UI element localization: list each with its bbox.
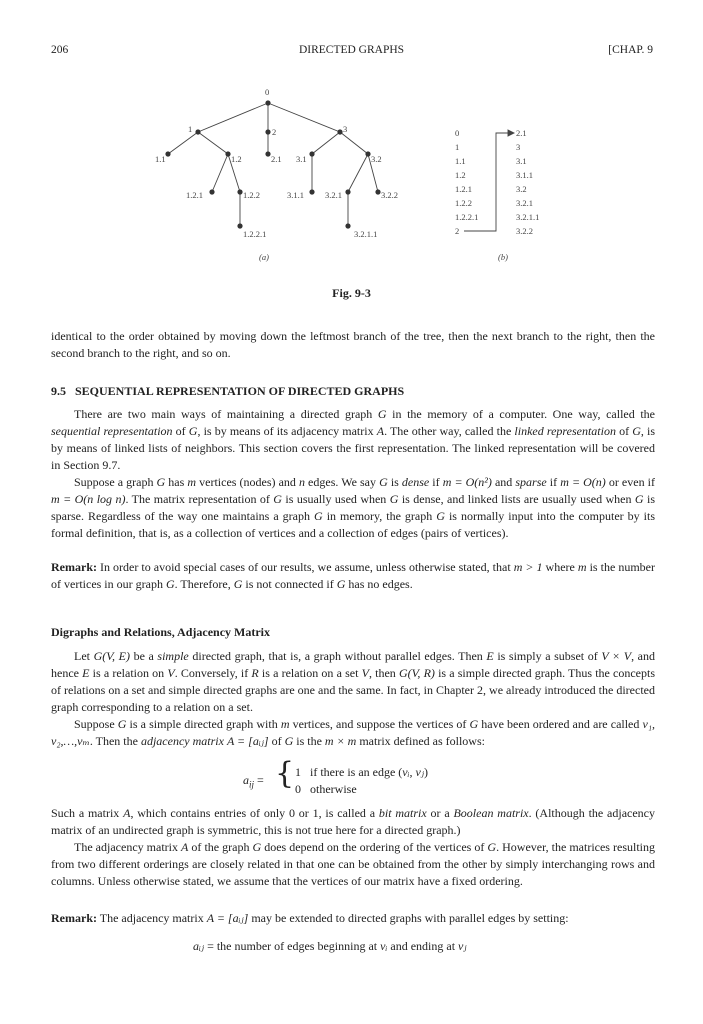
subfigure-label-a: (a) bbox=[259, 252, 269, 262]
node-label: 1.2.2 bbox=[243, 190, 260, 200]
paragraph-relations: Let G(V, E) be a simple directed graph, that is, a graph without parallel edges. Then E is simply a subset of V × V, and hence E is a relation on V. Conversely, if R is a relation on a set V, then G(V, R) is a simple directed graph. Thus the concepts of relations on a set and simple directed graphs are one and the same. In fact, in Chapter 2, we already introduced the directed graph corresponding to a relation on a set. bbox=[51, 649, 656, 714]
list-item: 3.2.2 bbox=[516, 226, 533, 236]
list-item: 1.2.2 bbox=[455, 198, 472, 208]
list-item: 3.2.1 bbox=[516, 198, 533, 208]
node-label: 2.1 bbox=[271, 154, 282, 164]
remark-label: Remark: bbox=[51, 911, 97, 925]
tree-diagram bbox=[155, 87, 398, 262]
remark-1: Remark: In order to avoid special cases of our results, we assume, unless otherwise stated, that m > 1 where m is the number of vertices in our graph G. Therefore, G is not connected if G has no edges. bbox=[51, 560, 655, 591]
list-item: 3.2 bbox=[516, 184, 527, 194]
paragraph-ordering: The adjacency matrix A of the graph G does depend on the ordering of the vertices of G. However, the matrices resulting from two different orderings are closely related in that one can be obtained from the other by simply interchanging rows and columns. Unless otherwise stated, we assume that the vertices of our matrix have a fixed ordering. bbox=[51, 840, 655, 888]
body-text-block-1 bbox=[51, 406, 655, 542]
node-label: 1.2.1 bbox=[186, 190, 203, 200]
list-item: 2.1 bbox=[516, 128, 527, 138]
tree-node bbox=[365, 151, 370, 156]
node-label: 3.2.1 bbox=[325, 190, 342, 200]
tree-node bbox=[345, 223, 350, 228]
node-label: 1.2.2.1 bbox=[243, 229, 267, 239]
list-item: 1 bbox=[455, 142, 460, 152]
figure-caption: Fig. 9-3 bbox=[332, 286, 371, 300]
tree-node bbox=[265, 151, 270, 156]
tree-node bbox=[237, 223, 242, 228]
node-label: 1 bbox=[188, 124, 193, 134]
tree-node bbox=[345, 189, 350, 194]
body-text-block-3 bbox=[51, 805, 655, 890]
section-title: SEQUENTIAL REPRESENTATION OF DIRECTED GRAPHS bbox=[75, 384, 405, 398]
figure-9-3 bbox=[0, 80, 703, 280]
paragraph-adjacency-def: Suppose G is a simple directed graph with m vertices, and suppose the vertices of G have been ordered and are called v₁, v₂,…,vₘ. Then the adjacency matrix A = [aᵢⱼ] of G is the m × m matrix defined as follows: bbox=[51, 717, 655, 748]
list-item: 3.2.1.1 bbox=[516, 212, 540, 222]
chapter-label: [CHAP. 9 bbox=[608, 44, 653, 56]
tree-node bbox=[309, 189, 314, 194]
list-item: 3.1.1 bbox=[516, 170, 533, 180]
remark-2: Remark: The adjacency matrix A = [aᵢⱼ] may be extended to directed graphs with parallel edges by setting: bbox=[51, 911, 569, 925]
tree-node bbox=[265, 129, 270, 134]
tree-node bbox=[265, 100, 270, 105]
section-heading bbox=[51, 384, 404, 399]
subsection-heading: Digraphs and Relations, Adjacency Matrix bbox=[51, 625, 270, 639]
body-text-block-2 bbox=[51, 648, 655, 750]
tree-node bbox=[165, 151, 170, 156]
tree-node bbox=[225, 151, 230, 156]
list-item: 3 bbox=[516, 142, 521, 152]
list-item: 3.1 bbox=[516, 156, 527, 166]
node-label: 3.2.1.1 bbox=[354, 229, 378, 239]
tree-node bbox=[237, 189, 242, 194]
subfigure-label-b: (b) bbox=[498, 252, 508, 262]
node-label: 2 bbox=[272, 127, 277, 137]
tree-node bbox=[195, 129, 200, 134]
arrowhead-icon bbox=[508, 130, 514, 136]
tree-node bbox=[375, 189, 380, 194]
list-item: 1.2.2.1 bbox=[455, 212, 479, 222]
tree-node bbox=[209, 189, 214, 194]
paragraph-sequential: There are two main ways of maintaining a directed graph G in the memory of a computer. One way, called the sequential representation of G, is by means of its adjacency matrix A. The other way, called the linked representation of G, is by means of linked lists of neighbors. This section covers the first representation. The linked representation will be covered in Section 9.7. bbox=[51, 407, 655, 472]
page-number: 206 bbox=[51, 44, 69, 56]
list-item: 1.1 bbox=[455, 156, 466, 166]
list-item: 1.2.1 bbox=[455, 184, 472, 194]
list-item: 1.2 bbox=[455, 170, 466, 180]
node-label: 3.1 bbox=[296, 154, 307, 164]
ordering-list bbox=[455, 128, 539, 262]
remark-label: Remark: bbox=[51, 560, 97, 574]
paragraph-bit-matrix: Such a matrix A, which contains entries of only 0 or 1, is called a bit matrix or a Boolean matrix. (Although the adjacency matrix of an undirected graph is symmetric, this is not true here for a directed graph.) bbox=[51, 806, 656, 837]
equation-parallel-edges: aᵢⱼ = the number of edges beginning at vᵢ and ending at vⱼ bbox=[193, 939, 467, 953]
tree-node bbox=[309, 151, 314, 156]
node-label: 3.2.2 bbox=[381, 190, 398, 200]
section-number: 9.5 bbox=[51, 384, 66, 398]
paragraph-dense-sparse: Suppose a graph G has m vertices (nodes) and n edges. We say G is dense if m = O(n²) and sparse if m = O(n) or even if m = O(n log n). The matrix representation of G is usually used when G is dense, and linked lists are usually used when G is sparse. Regardless of the way one maintains a graph G in memory, the graph G is normally input into the computer by its formal definition, that is, as a collection of vertices and a collection of edges (pairs of vertices). bbox=[51, 475, 656, 540]
node-label: 1.2 bbox=[231, 154, 242, 164]
equation-aij-definition: $a_{ij}$ = { 1 if there is an edge (vᵢ, vⱼ) 0 otherwise bbox=[243, 756, 429, 796]
running-title: DIRECTED GRAPHS bbox=[298, 44, 405, 56]
node-label: 0 bbox=[265, 87, 270, 97]
node-label: 1.1 bbox=[155, 154, 166, 164]
list-item: 2 bbox=[455, 226, 460, 236]
tree-node bbox=[337, 129, 342, 134]
intro-paragraph: identical to the order obtained by moving down the leftmost branch of the tree, then the next branch to the right, then the second branch to the right, and so on. bbox=[51, 329, 655, 360]
node-label: 3.1.1 bbox=[287, 190, 304, 200]
list-item: 0 bbox=[455, 128, 460, 138]
node-label: 3 bbox=[343, 124, 348, 134]
node-label: 3.2 bbox=[371, 154, 382, 164]
